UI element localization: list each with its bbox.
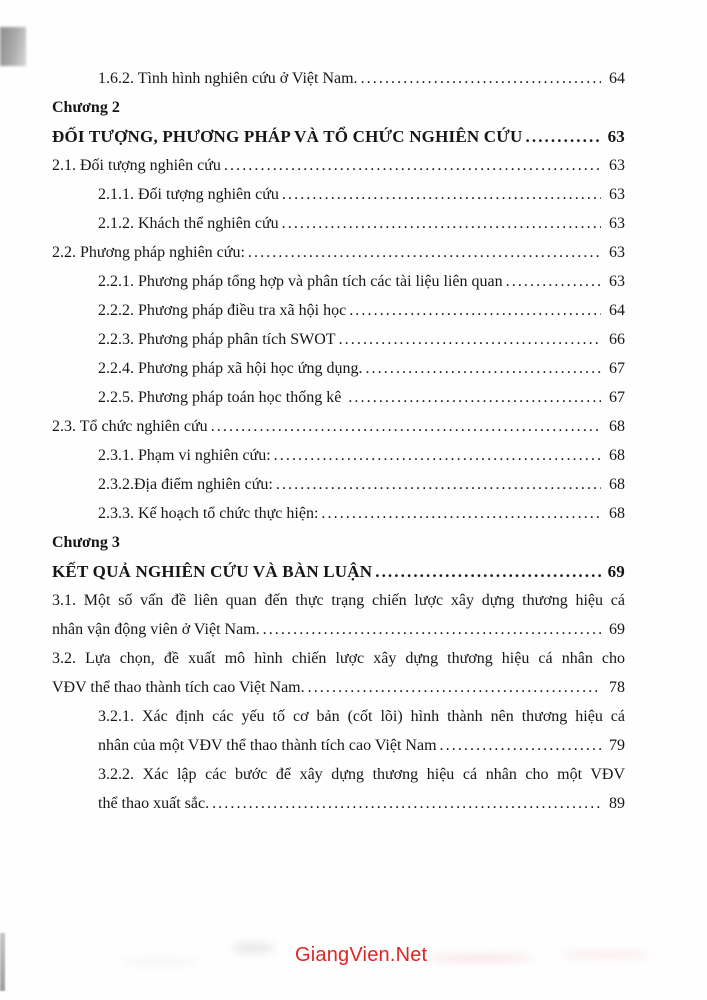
- toc-entry-line: [52, 673, 625, 702]
- toc-entry: [52, 760, 625, 818]
- page-number: 63: [607, 127, 625, 146]
- toc-entry: [52, 383, 625, 412]
- toc-entry-line: [52, 122, 625, 151]
- entry-text-line: 3.2. Lựa chọn, đề xuất mô hình chiến lược xây dựng thương hiệu cá nhân cho: [52, 650, 625, 667]
- entry-text: 1.6.2. Tình hình nghiên cứu ở Việt Nam.: [98, 70, 358, 87]
- dot-leader: [282, 180, 601, 209]
- page-number: 68: [609, 447, 625, 464]
- entry-text-line: Chương 2: [52, 99, 120, 116]
- toc-entry-line: [98, 209, 625, 238]
- toc-entry: [52, 267, 625, 296]
- dot-leader: [263, 615, 601, 644]
- watermark-text: GiangVien.Net: [295, 944, 428, 966]
- dot-leader: [224, 151, 601, 180]
- toc-entry: [52, 702, 625, 760]
- page-number: 68: [609, 476, 625, 493]
- toc-entry: [52, 238, 625, 267]
- dot-leader: [348, 383, 601, 412]
- toc-entry: [52, 151, 625, 180]
- toc-entry: [52, 325, 625, 354]
- entry-text: 2.1.1. Đối tượng nghiên cứu: [98, 186, 279, 203]
- toc-entry-line: [98, 499, 625, 528]
- page-number: 69: [607, 562, 625, 581]
- entry-text: 2.1.2. Khách thể nghiên cứu: [98, 215, 279, 232]
- dot-leader: [212, 789, 601, 818]
- page-number: 69: [609, 621, 625, 638]
- toc-entry: [52, 528, 625, 557]
- page-number: 79: [609, 737, 625, 754]
- toc-entry-line: [52, 557, 625, 586]
- entry-text: 2.3. Tổ chức nghiên cứu: [52, 418, 208, 435]
- entry-text: 2.2. Phương pháp nghiên cứu:: [52, 244, 245, 261]
- page-number: 67: [609, 360, 625, 377]
- entry-text: 2.1. Đối tượng nghiên cứu: [52, 157, 221, 174]
- toc-entry: [52, 354, 625, 383]
- dot-leader: [248, 238, 601, 267]
- entry-text: thể thao xuất sắc.: [98, 795, 210, 812]
- entry-text: ĐỐI TƯỢNG, PHƯƠNG PHÁP VÀ TỔ CHỨC NGHIÊN CỨU: [52, 127, 523, 146]
- toc-entry: [52, 499, 625, 528]
- entry-text-line: 3.2.1. Xác định các yếu tố cơ bản (cốt lõi) hình thành nên thương hiệu cá: [98, 708, 625, 725]
- page-number: 64: [609, 302, 625, 319]
- toc-entry-line: [98, 731, 625, 760]
- page-number: 63: [609, 215, 625, 232]
- entry-text: 2.3.1. Phạm vi nghiên cứu:: [98, 447, 271, 464]
- dot-leader: [321, 499, 601, 528]
- toc-entry: [52, 93, 625, 122]
- dot-leader: [526, 122, 602, 151]
- page-number: 67: [609, 389, 625, 406]
- entry-text: 2.2.2. Phương pháp điều tra xã hội học: [98, 302, 347, 319]
- page-number: 63: [609, 157, 625, 174]
- toc-entry-line: [98, 325, 625, 354]
- entry-text: 2.2.4. Phương pháp xã hội học ứng dụng.: [98, 360, 363, 377]
- page-number: 68: [609, 505, 625, 522]
- dot-leader: [339, 325, 601, 354]
- dot-leader: [282, 209, 601, 238]
- dot-leader: [276, 470, 601, 499]
- toc-entry-line: [52, 412, 625, 441]
- toc-entry: [52, 586, 625, 644]
- entry-text: nhân vận động viên ở Việt Nam.: [52, 621, 260, 638]
- toc-entry-line: [98, 267, 625, 296]
- scan-smudge: [232, 942, 274, 954]
- toc-entry-line: [52, 615, 625, 644]
- scan-artifact-blob: [0, 27, 26, 66]
- dot-leader: [308, 673, 601, 702]
- dot-leader: [440, 731, 601, 760]
- toc-entry-line: [52, 151, 625, 180]
- toc-entry-line: [98, 383, 625, 412]
- entry-text: 2.3.2.Địa điểm nghiên cứu:: [98, 476, 273, 493]
- toc-entry-line: [98, 64, 625, 93]
- toc-entry: [52, 644, 625, 702]
- toc-entry-line: [98, 470, 625, 499]
- scan-smudge: [120, 958, 200, 966]
- entry-text: 2.3.3. Kế hoạch tổ chức thực hiện:: [98, 505, 319, 522]
- toc-entry: [52, 180, 625, 209]
- toc-entry: [52, 470, 625, 499]
- toc-entry: [52, 557, 625, 586]
- toc-entry-line: [52, 238, 625, 267]
- entry-text-line: 3.1. Một số vấn đề liên quan đến thực trạng chiến lược xây dựng thương hiệu cá: [52, 592, 625, 609]
- toc-entry: [52, 122, 625, 151]
- dot-leader: [365, 354, 601, 383]
- dot-leader: [375, 557, 601, 586]
- dot-leader: [274, 441, 601, 470]
- toc-list: [52, 64, 625, 818]
- page-number: 68: [609, 418, 625, 435]
- entry-text-line: Chương 3: [52, 534, 120, 551]
- page-number: 63: [609, 244, 625, 261]
- toc-entry: [52, 441, 625, 470]
- dot-leader: [361, 64, 601, 93]
- scan-artifact-edge: [0, 933, 5, 991]
- toc-entry: [52, 412, 625, 441]
- toc-entry: [52, 296, 625, 325]
- entry-text: 2.2.5. Phương pháp toán học thống kê: [98, 389, 346, 406]
- page-number: 78: [609, 679, 625, 696]
- entry-text: 2.2.3. Phương pháp phân tích SWOT: [98, 331, 336, 348]
- toc-entry-line: [98, 789, 625, 818]
- page-number: 63: [609, 186, 625, 203]
- scan-smudge: [428, 953, 533, 963]
- toc-entry: [52, 64, 625, 93]
- dot-leader: [506, 267, 601, 296]
- toc-entry-line: [98, 354, 625, 383]
- entry-text: nhân của một VĐV thể thao thành tích cao Việt Nam: [98, 737, 437, 754]
- toc-entry: [52, 209, 625, 238]
- page-number: 64: [609, 70, 625, 87]
- toc-entry-line: [98, 296, 625, 325]
- dot-leader: [349, 296, 601, 325]
- toc-entry-line: [98, 180, 625, 209]
- scan-smudge: [560, 950, 650, 960]
- page-number: 66: [609, 331, 625, 348]
- entry-text: VĐV thể thao thành tích cao Việt Nam.: [52, 679, 305, 696]
- entry-text: KẾT QUẢ NGHIÊN CỨU VÀ BÀN LUẬN: [52, 562, 373, 581]
- entry-text-line: 3.2.2. Xác lập các bước để xây dựng thương hiệu cá nhân cho một VĐV: [98, 766, 625, 783]
- entry-text: 2.2.1. Phương pháp tổng hợp và phân tích các tài liệu liên quan: [98, 273, 503, 290]
- page-number: 63: [609, 273, 625, 290]
- dot-leader: [211, 412, 601, 441]
- toc-entry-line: [98, 441, 625, 470]
- page-number: 89: [609, 795, 625, 812]
